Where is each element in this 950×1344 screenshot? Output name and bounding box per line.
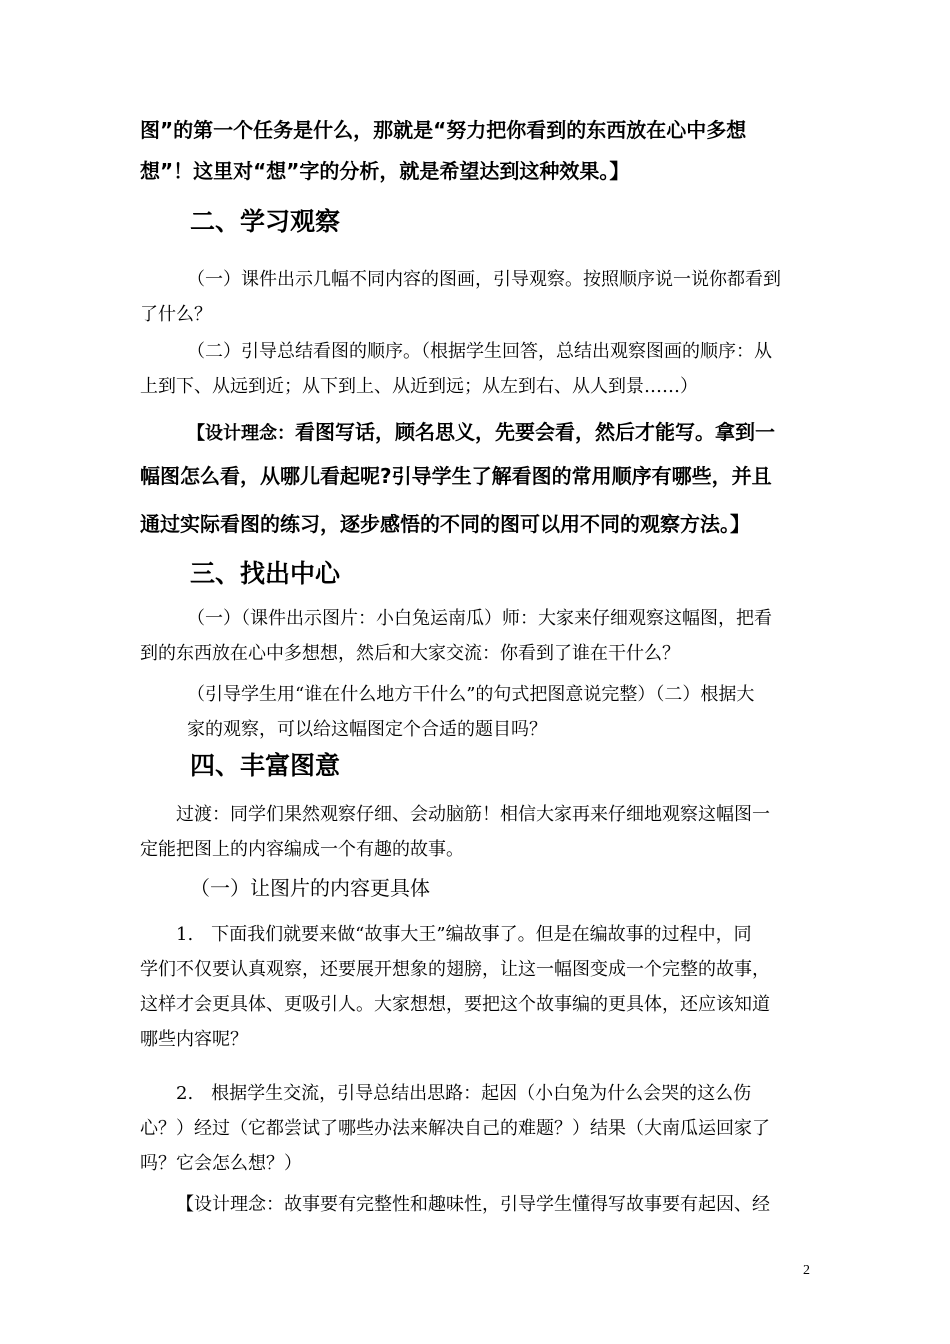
section-heading-3: 三、找出中心 — [190, 559, 341, 588]
text-line: 家的观察，可以给这幅图定个合适的题目吗？ — [187, 719, 547, 740]
text-line: 【设计理念：故事要有完整性和趣味性，引导学生懂得写故事要有起因、经 — [176, 1194, 770, 1215]
text-line: 1. 下面我们就要来做“故事大王”编故事了。但是在编故事的过程中，同 — [176, 924, 752, 945]
text-line: 到的东西放在心中多想想，然后和大家交流：你看到了谁在干什么？ — [140, 643, 680, 664]
text-line: 想”！这里对“想”字的分析，就是希望达到这种效果。】 — [140, 159, 630, 183]
paragraph-transition — [140, 797, 830, 867]
text-line: （一）课件出示几幅不同内容的图画，引导观察。按照顺序说一说你都看到 — [187, 269, 781, 290]
section-heading-2: 二、学习观察 — [190, 207, 341, 236]
text-line: 上到下、从远到近；从下到上、从近到远；从左到右、从人到景……） — [140, 376, 698, 397]
note-prefix: 【设计理念： — [187, 423, 295, 444]
text-line: 看图写话，顾名思义，先要会看，然后才能写。拿到一 — [295, 420, 775, 444]
text-line: 通过实际看图的练习，逐步感悟的不同的图可以用不同的观察方法。】 — [140, 512, 750, 536]
text-line: 图”的第一个任务是什么，那就是“努力把你看到的东西放在心中多想 — [140, 118, 747, 142]
page-number: 2 — [803, 1263, 810, 1278]
subheading-1: （一）让图片的内容更具体 — [190, 876, 430, 900]
design-note-1 — [140, 412, 830, 548]
text-line: 幅图怎么看，从哪儿看起呢?引导学生了解看图的常用顺序有哪些，并且 — [140, 464, 772, 488]
text-line: 了什么？ — [140, 304, 212, 325]
text-line: 过渡：同学们果然观察仔细、会动脑筋！相信大家再来仔细地观察这幅图一 — [176, 804, 770, 825]
paragraph-step-2 — [140, 1076, 830, 1181]
text-line: 定能把图上的内容编成一个有趣的故事。 — [140, 839, 464, 860]
paragraph-center-1 — [140, 601, 830, 671]
paragraph-center-2 — [140, 677, 830, 747]
text-line: 吗？它会怎么想？） — [140, 1153, 302, 1174]
paragraph-continuation — [140, 111, 830, 190]
text-line: （一）（课件出示图片：小白兔运南瓜）师：大家来仔细观察这幅图，把看 — [187, 608, 772, 629]
text-line: （引导学生用“谁在什么地方干什么”的句式把图意说完整）（二）根据大 — [187, 684, 755, 705]
paragraph-observe-2 — [140, 334, 830, 404]
text-line: （二）引导总结看图的顺序。（根据学生回答，总结出观察图画的顺序：从 — [187, 341, 772, 362]
text-line: 学们不仅要认真观察，还要展开想象的翅膀，让这一幅图变成一个完整的故事， — [140, 959, 770, 980]
paragraph-observe-1 — [140, 262, 830, 332]
text-line: 哪些内容呢？ — [140, 1029, 248, 1050]
section-heading-4: 四、丰富图意 — [190, 751, 341, 780]
design-note-2 — [140, 1187, 830, 1222]
text-line: 这样才会更具体、更吸引人。大家想想，要把这个故事编的更具体，还应该知道 — [140, 994, 770, 1015]
text-line: 2. 根据学生交流，引导总结出思路：起因（小白兔为什么会哭的这么伤 — [176, 1083, 752, 1104]
paragraph-step-1 — [140, 917, 830, 1057]
text-line: 心？）经过（它都尝试了哪些办法来解决自己的难题？）结果（大南瓜运回家了 — [140, 1118, 770, 1139]
